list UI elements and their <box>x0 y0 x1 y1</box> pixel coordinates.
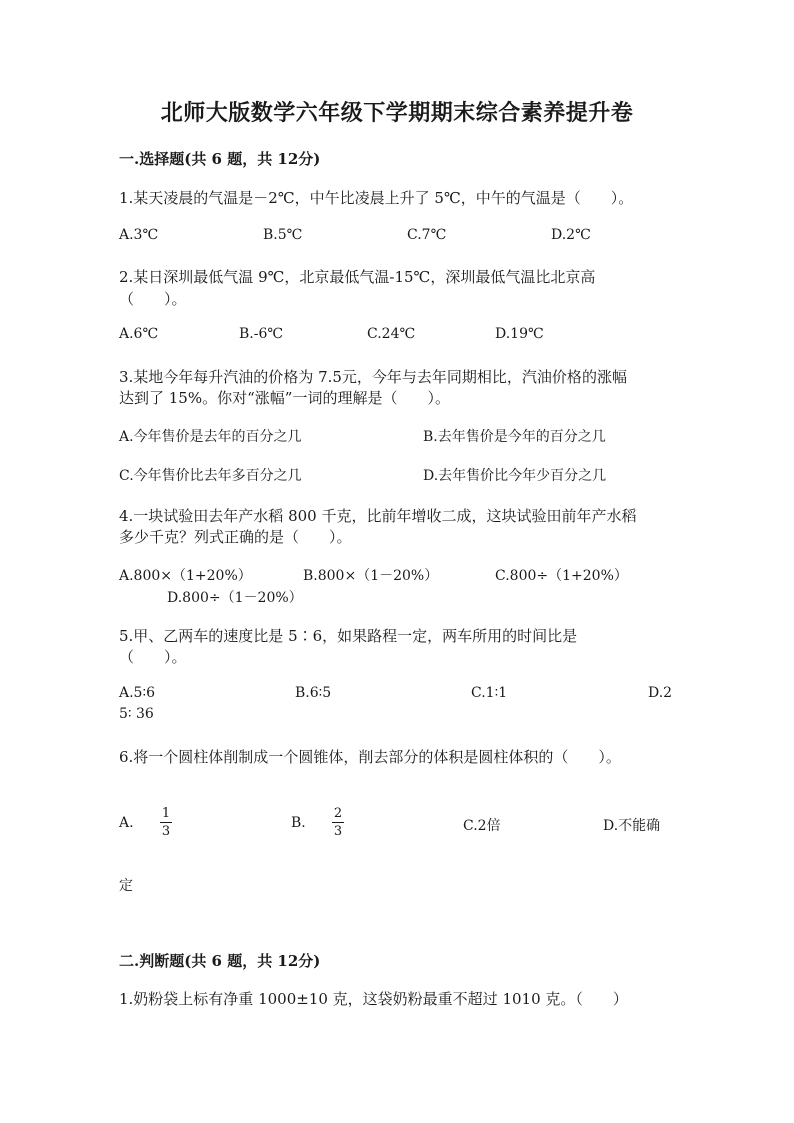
fraction-bar <box>332 822 344 823</box>
question-6-text: 6.将一个圆柱体削制成一个圆锥体，削去部分的体积是圆柱体积的（ ）。 <box>119 748 621 766</box>
q1-option-d: D.2℃ <box>551 227 591 243</box>
q5-option-c: C.1∶1 <box>471 685 508 701</box>
q5-option-a: A.5∶6 <box>119 685 156 701</box>
q6-option-a: A. <box>119 815 134 831</box>
q1-option-b: B.5℃ <box>263 227 303 243</box>
q5-option-b: B.6∶5 <box>295 685 332 701</box>
q6-option-d: D.不能确 <box>603 818 661 834</box>
q4-option-b: B.800×（1－20%） <box>303 568 439 584</box>
fraction-denominator: 3 <box>333 824 343 839</box>
q2-option-c: C.24℃ <box>367 326 416 342</box>
q3-option-a: A.今年售价是去年的百分之几 <box>119 429 302 445</box>
fraction-numerator: 1 <box>161 806 171 821</box>
question-4-text-cont: 多少千克？列式正确的是（ ）。 <box>119 528 352 546</box>
q3-option-b: B.去年售价是今年的百分之几 <box>423 429 606 445</box>
q6-option-b-fraction <box>332 806 344 839</box>
q5-option-d-cont: 5∶ 36 <box>119 706 154 722</box>
fraction-denominator: 3 <box>161 824 171 839</box>
question-5-text: 5.甲、乙两车的速度比是 5∶6，如果路程一定，两车所用的时间比是 <box>119 627 578 645</box>
section-heading-choice: 一.选择题(共 6 题，共 12分) <box>119 150 321 168</box>
question-4-text: 4.一块试验田去年产水稻 800 千克，比前年增收二成，这块试验田前年产水稻 <box>119 507 637 525</box>
q3-option-d: D.去年售价比今年少百分之几 <box>423 468 607 484</box>
question-5-text-cont: （ ）。 <box>119 648 187 666</box>
page-title: 北师大版数学六年级下学期期末综合素养提升卷 <box>160 100 634 126</box>
question-3-text: 3.某地今年每升汽油的价格为 7.5元，今年与去年同期相比，汽油价格的涨幅 <box>119 368 627 386</box>
question-2-text: 2.某日深圳最低气温 9℃，北京最低气温-15℃，深圳最低气温比北京高 <box>119 268 596 286</box>
q1-option-c: C.7℃ <box>407 227 447 243</box>
q1-option-a: A.3℃ <box>119 227 159 243</box>
section-heading-judgement: 二.判断题(共 6 题，共 12分) <box>119 952 321 970</box>
q6-option-b: B. <box>291 815 306 831</box>
q6-option-a-fraction <box>160 806 172 839</box>
q4-option-c: C.800÷（1+20%） <box>495 568 628 584</box>
q2-option-d: D.19℃ <box>495 326 544 342</box>
q4-option-d: D.800÷（1－20%） <box>167 590 303 606</box>
judgement-question-1-text: 1.奶粉袋上标有净重 1000±10 克，这袋奶粉最重不超过 1010 克。（ ） <box>119 990 628 1008</box>
q2-option-b: B.-6℃ <box>239 326 284 342</box>
q6-option-c: C.2倍 <box>463 818 501 834</box>
question-1-text: 1.某天凌晨的气温是－2℃，中午比凌晨上升了 5℃，中午的气温是（ ）。 <box>119 189 634 207</box>
fraction-numerator: 2 <box>333 806 343 821</box>
q3-option-c: C.今年售价比去年多百分之几 <box>119 468 302 484</box>
fraction-bar <box>160 822 172 823</box>
question-3-text-cont: 达到了 15%。你对“涨幅”一词的理解是（ ）。 <box>119 389 450 407</box>
q5-option-d: D.2 <box>648 685 673 701</box>
question-2-text-cont: （ ）。 <box>119 290 187 308</box>
q6-option-d-cont: 定 <box>119 878 133 894</box>
q2-option-a: A.6℃ <box>119 326 159 342</box>
q4-option-a: A.800×（1+20%） <box>119 568 252 584</box>
